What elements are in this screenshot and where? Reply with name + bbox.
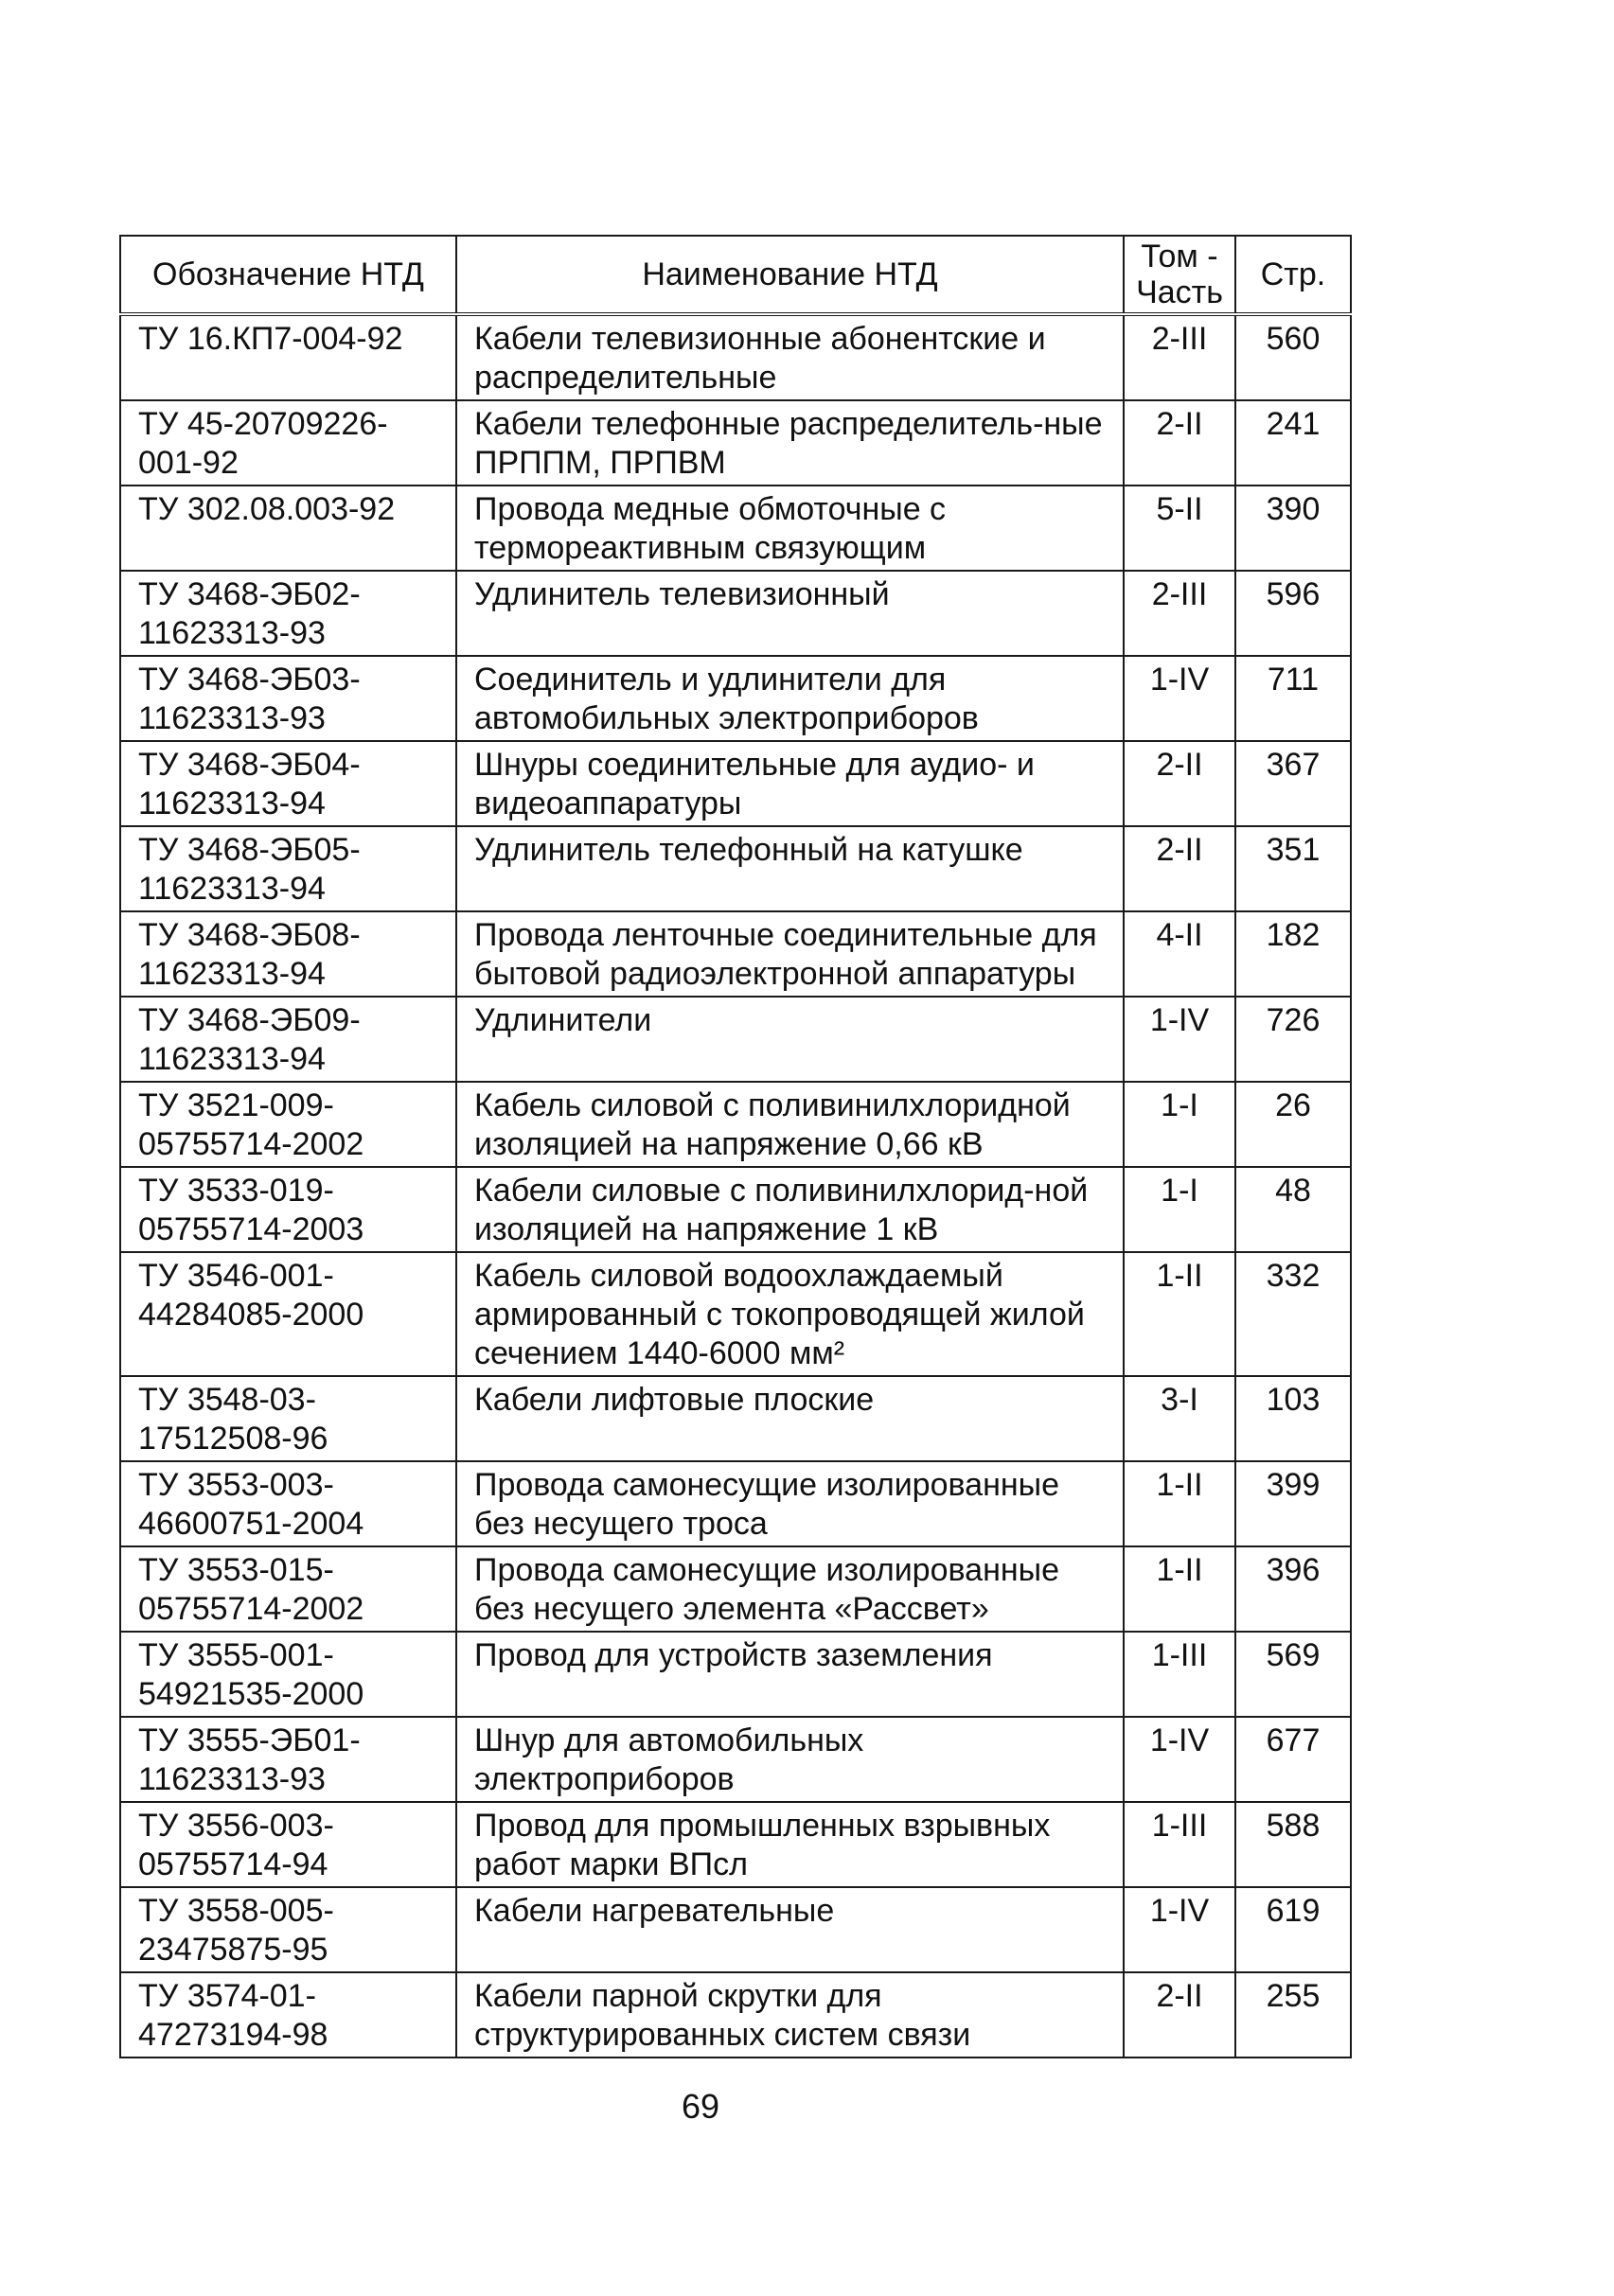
cell-page: 396 [1235,1546,1351,1632]
cell-volume-part: 1-II [1124,1252,1235,1376]
cell-designation: ТУ 3468-ЭБ05-11623313-94 [120,826,456,911]
cell-volume-part: 1-III [1124,1632,1235,1717]
table-row [120,486,1351,571]
cell-volume-part: 1-IV [1124,656,1235,741]
table-row [120,911,1351,997]
cell-name: Провод для устройств заземления [456,1632,1124,1717]
table-row [120,741,1351,826]
cell-page: 26 [1235,1082,1351,1167]
cell-volume-part: 1-III [1124,1802,1235,1887]
cell-name: Провода самонесущие изолированные без несущего троса [456,1461,1124,1546]
cell-volume-part: 1-IV [1124,1717,1235,1802]
cell-name: Шнуры соединительные для аудио- и видеоаппаратуры [456,741,1124,826]
cell-page: 596 [1235,571,1351,656]
cell-designation: ТУ 3468-ЭБ04-11623313-94 [120,741,456,826]
cell-volume-part: 1-I [1124,1167,1235,1252]
table-body [120,314,1351,2058]
cell-name: Кабели телефонные распределитель-ные ПРППМ, ПРПВМ [456,400,1124,486]
cell-page: 619 [1235,1887,1351,1972]
cell-page: 332 [1235,1252,1351,1376]
table-header [120,236,1351,314]
ntd-table [119,235,1352,2058]
cell-designation: ТУ 3546-001-44284085-2000 [120,1252,456,1376]
cell-name: Кабели нагревательные [456,1887,1124,1972]
cell-name: Кабели лифтовые плоские [456,1376,1124,1461]
table-row [120,1082,1351,1167]
cell-volume-part: 3-I [1124,1376,1235,1461]
cell-designation: ТУ 3468-ЭБ02-11623313-93 [120,571,456,656]
cell-designation: ТУ 3521-009-05755714-2002 [120,1082,456,1167]
cell-name: Провода медные обмоточные с термореактивным связующим [456,486,1124,571]
table-row [120,656,1351,741]
cell-volume-part: 1-IV [1124,1887,1235,1972]
table-row [120,1461,1351,1546]
cell-name: Провод для промышленных взрывных работ марки ВПсл [456,1802,1124,1887]
cell-volume-part: 5-II [1124,486,1235,571]
cell-name: Удлинитель телевизионный [456,571,1124,656]
cell-designation: ТУ 16.КП7-004-92 [120,314,456,400]
cell-page: 255 [1235,1972,1351,2058]
cell-volume-part: 2-II [1124,1972,1235,2058]
table-row [120,1376,1351,1461]
cell-name: Кабель силовой водоохлаждаемый армированный с токопроводящей жилой сечением 1440-6000 мм² [456,1252,1124,1376]
cell-volume-part: 1-II [1124,1546,1235,1632]
cell-volume-part: 4-II [1124,911,1235,997]
table-row [120,400,1351,486]
cell-volume-part: 2-III [1124,314,1235,400]
cell-page: 569 [1235,1632,1351,1717]
cell-volume-part: 2-II [1124,826,1235,911]
header-row [120,236,1351,314]
table-row [120,997,1351,1082]
cell-name: Шнур для автомобильных электроприборов [456,1717,1124,1802]
cell-volume-part: 2-II [1124,741,1235,826]
cell-name: Кабели силовые с поливинилхлорид-ной изоляцией на напряжение 1 кВ [456,1167,1124,1252]
header-designation: Обозначение НТД [120,236,456,314]
cell-name: Провода самонесущие изолированные без несущего элемента «Рассвет» [456,1546,1124,1632]
cell-name: Кабели парной скрутки для структурированных систем связи [456,1972,1124,2058]
header-volume-part: Том - Часть [1124,236,1235,314]
cell-designation: ТУ 3553-015-05755714-2002 [120,1546,456,1632]
cell-name: Кабель силовой с поливинилхлоридной изоляцией на напряжение 0,66 кВ [456,1082,1124,1167]
cell-page: 677 [1235,1717,1351,1802]
cell-page: 241 [1235,400,1351,486]
cell-name: Соединитель и удлинители для автомобильных электроприборов [456,656,1124,741]
table-row [120,1887,1351,1972]
cell-name: Удлинители [456,997,1124,1082]
cell-name: Кабели телевизионные абонентские и распределительные [456,314,1124,400]
table-row [120,1632,1351,1717]
cell-designation: ТУ 3468-ЭБ03-11623313-93 [120,656,456,741]
table-row [120,1546,1351,1632]
cell-designation: ТУ 3555-ЭБ01-11623313-93 [120,1717,456,1802]
cell-page: 726 [1235,997,1351,1082]
cell-page: 351 [1235,826,1351,911]
cell-page: 103 [1235,1376,1351,1461]
cell-volume-part: 1-I [1124,1082,1235,1167]
cell-designation: ТУ 3533-019-05755714-2003 [120,1167,456,1252]
cell-volume-part: 1-IV [1124,997,1235,1082]
cell-page: 560 [1235,314,1351,400]
page-number: 69 [681,2087,720,2126]
cell-page: 390 [1235,486,1351,571]
cell-designation: ТУ 3556-003-05755714-94 [120,1802,456,1887]
cell-page: 182 [1235,911,1351,997]
cell-designation: ТУ 302.08.003-92 [120,486,456,571]
cell-designation: ТУ 3548-03-17512508-96 [120,1376,456,1461]
cell-designation: ТУ 3468-ЭБ08-11623313-94 [120,911,456,997]
cell-designation: ТУ 3468-ЭБ09-11623313-94 [120,997,456,1082]
cell-page: 588 [1235,1802,1351,1887]
cell-volume-part: 2-II [1124,400,1235,486]
cell-name: Удлинитель телефонный на катушке [456,826,1124,911]
table-row [120,1717,1351,1802]
table-row [120,314,1351,400]
table-row [120,571,1351,656]
table-row [120,1972,1351,2058]
cell-volume-part: 2-III [1124,571,1235,656]
cell-page: 711 [1235,656,1351,741]
cell-volume-part: 1-II [1124,1461,1235,1546]
cell-designation: ТУ 3558-005-23475875-95 [120,1887,456,1972]
cell-page: 399 [1235,1461,1351,1546]
cell-designation: ТУ 45-20709226-001-92 [120,400,456,486]
table-row [120,1252,1351,1376]
cell-page: 367 [1235,741,1351,826]
cell-designation: ТУ 3553-003-46600751-2004 [120,1461,456,1546]
table-row [120,1802,1351,1887]
cell-name: Провода ленточные соединительные для бытовой радиоэлектронной аппаратуры [456,911,1124,997]
cell-designation: ТУ 3574-01-47273194-98 [120,1972,456,2058]
cell-page: 48 [1235,1167,1351,1252]
table-row [120,826,1351,911]
header-name: Наименование НТД [456,236,1124,314]
table-row [120,1167,1351,1252]
cell-designation: ТУ 3555-001-54921535-2000 [120,1632,456,1717]
header-page: Стр. [1235,236,1351,314]
